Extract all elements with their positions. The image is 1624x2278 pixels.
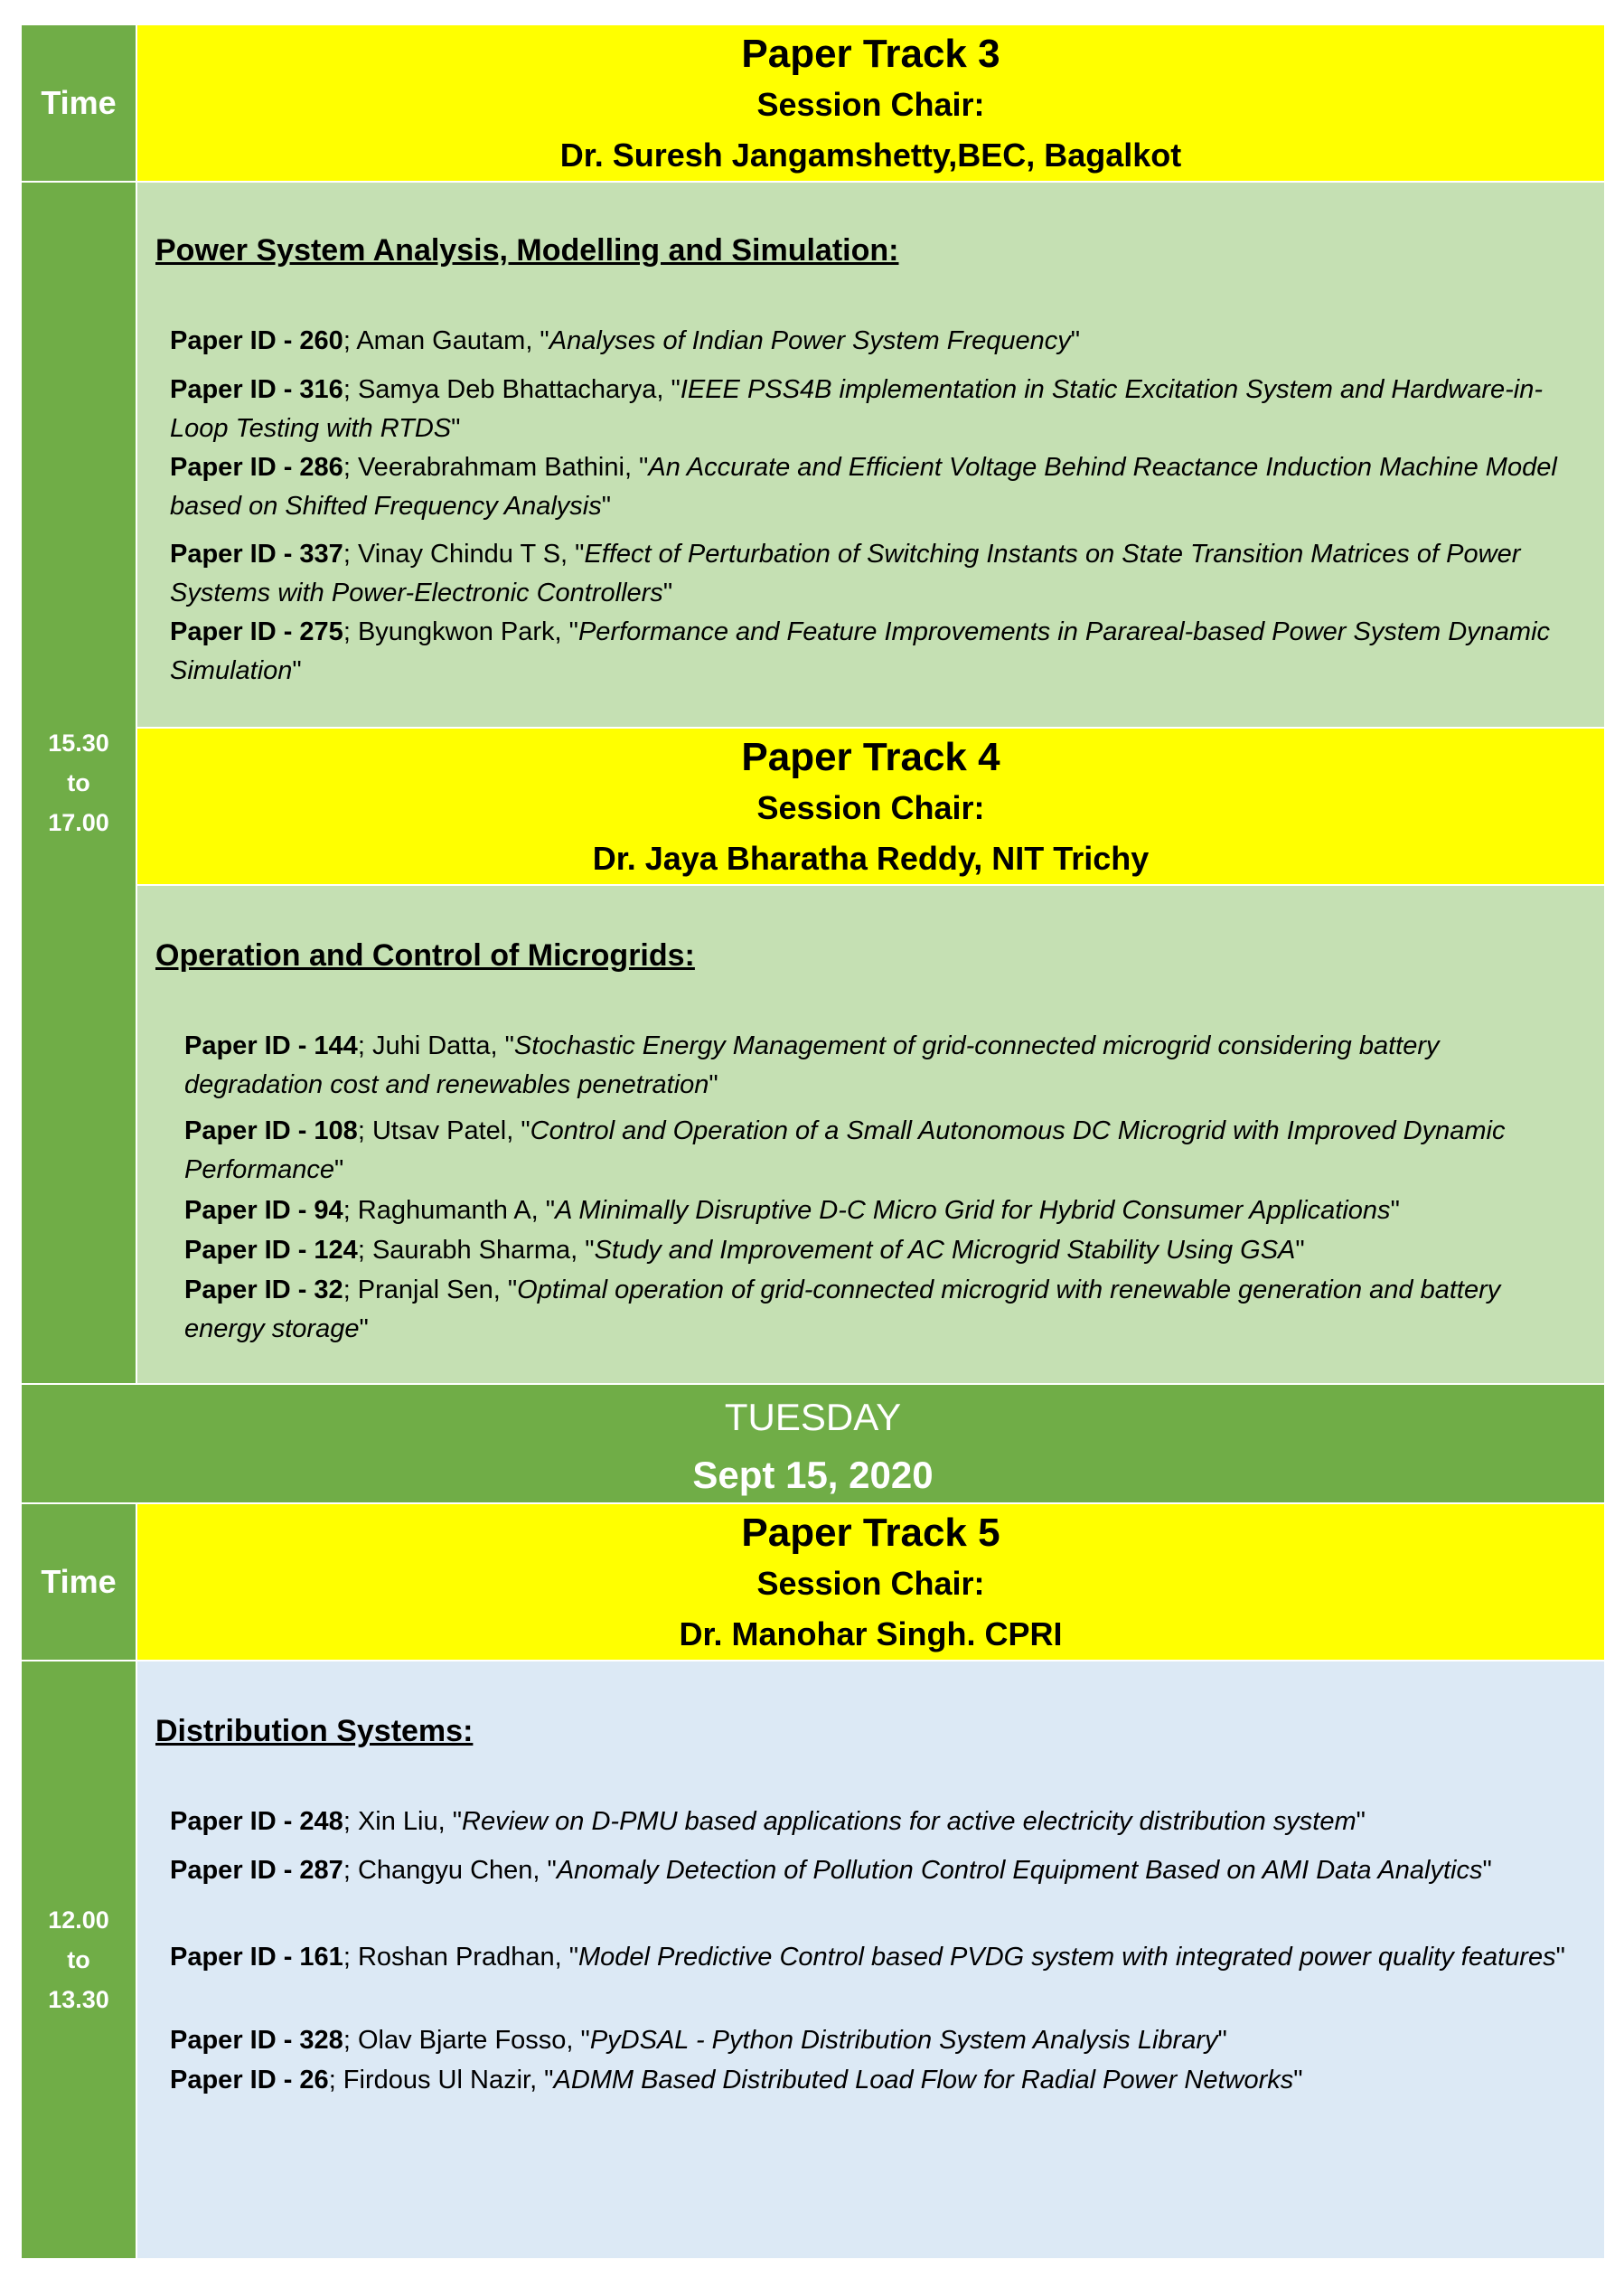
track-5-header (136, 1502, 1606, 1661)
time-slot-cell (20, 181, 137, 1385)
time-slot-cell (20, 1660, 137, 2260)
track-title: Paper Track 5 (741, 1511, 1000, 1555)
track-title: Paper Track 3 (741, 32, 1000, 76)
time-from: 12.00 (48, 1906, 109, 1934)
track-4-header (136, 727, 1606, 886)
track-3-header (136, 24, 1606, 183)
time-to-word: to (67, 1946, 90, 1973)
time-to: 17.00 (48, 809, 109, 836)
paper-entry: Paper ID - 161; Roshan Pradhan, "Model Predictive Control based PVDG system with integrated power quality features" (170, 1943, 1565, 1972)
session-chair-name: Dr. Manohar Singh. CPRI (679, 1615, 1063, 1652)
time-to: 13.30 (48, 1986, 109, 2013)
paper-entry: Paper ID - 287; Changyu Chen, "Anomaly Detection of Pollution Control Equipment Based on AMI Data Analytics" (170, 1856, 1492, 1885)
paper-entry: Paper ID - 32; Pranjal Sen, "Optimal operation of grid-connected microgrid with renewable generation and battery energy storage" (184, 1275, 1501, 1343)
time-from: 15.30 (48, 730, 109, 757)
session-chair-label: Session Chair: (756, 1565, 985, 1602)
paper-entry: Paper ID - 316; Samya Deb Bhattacharya, "IEEE PSS4B implementation in Static Excitation System and Hardware-in-Loop Testing with RTDS" (170, 375, 1544, 443)
paper-entry: Paper ID - 108; Utsav Patel, "Control and Operation of a Small Autonomous DC Microgrid with Improved Dynamic Performance" (184, 1116, 1506, 1184)
session-chair-label: Session Chair: (756, 86, 985, 123)
day-banner (20, 1383, 1606, 1504)
paper-entry: Paper ID - 26; Firdous Ul Nazir, "ADMM Based Distributed Load Flow for Radial Power Networks" (170, 2066, 1303, 2094)
session-chair-name: Dr. Suresh Jangamshetty,BEC, Bagalkot (559, 136, 1182, 174)
paper-entry: Paper ID - 248; Xin Liu, "Review on D-PMU based applications for active electricity distribution system" (170, 1807, 1366, 1836)
weekday: TUESDAY (724, 1396, 902, 1438)
topic-heading: Power System Analysis, Modelling and Simulation: (155, 233, 899, 268)
paper-entry: Paper ID - 260; Aman Gautam, "Analyses of Indian Power System Frequency" (170, 326, 1081, 355)
time-header-cell (20, 1502, 137, 1661)
time-header-cell (20, 24, 137, 183)
paper-entry: Paper ID - 328; Olav Bjarte Fosso, "PyDSAL - Python Distribution System Analysis Library" (170, 2026, 1227, 2055)
topic-heading: Operation and Control of Microgrids: (155, 938, 695, 973)
track-title: Paper Track 4 (741, 735, 1000, 779)
track-5-body (136, 1660, 1606, 2260)
time-header: Time (41, 1563, 117, 1600)
paper-entry: Paper ID - 275; Byungkwon Park, "Performance and Feature Improvements in Parareal-based Power System Dynamic Simulation" (170, 617, 1551, 685)
paper-entry: Paper ID - 337; Vinay Chindu T S, "Effect of Perturbation of Switching Instants on State Transition Matrices of Power Systems with Power-Electronic Controllers" (170, 540, 1521, 607)
topic-heading: Distribution Systems: (155, 1714, 474, 1748)
time-to-word: to (67, 769, 90, 796)
track-3-body (136, 181, 1606, 729)
paper-entry: Paper ID - 144; Juhi Datta, "Stochastic Energy Management of grid-connected microgrid considering battery degradation cost and renewables penetration" (184, 1031, 1440, 1099)
paper-entry: Paper ID - 124; Saurabh Sharma, "Study and Improvement of AC Microgrid Stability Using GSA" (184, 1236, 1305, 1265)
session-chair-label: Session Chair: (756, 789, 985, 826)
paper-entry: Paper ID - 286; Veerabrahmam Bathini, "An Accurate and Efficient Voltage Behind Reactance Induction Machine Model based on Shifted Frequency Analysis" (170, 453, 1557, 521)
date: Sept 15, 2020 (692, 1454, 934, 1496)
time-header: Time (41, 84, 117, 121)
track-4-body (136, 884, 1606, 1385)
session-chair-name: Dr. Jaya Bharatha Reddy, NIT Trichy (592, 840, 1150, 877)
paper-entry: Paper ID - 94; Raghumanth A, "A Minimally Disruptive D-C Micro Grid for Hybrid Consumer Applications" (184, 1196, 1400, 1225)
